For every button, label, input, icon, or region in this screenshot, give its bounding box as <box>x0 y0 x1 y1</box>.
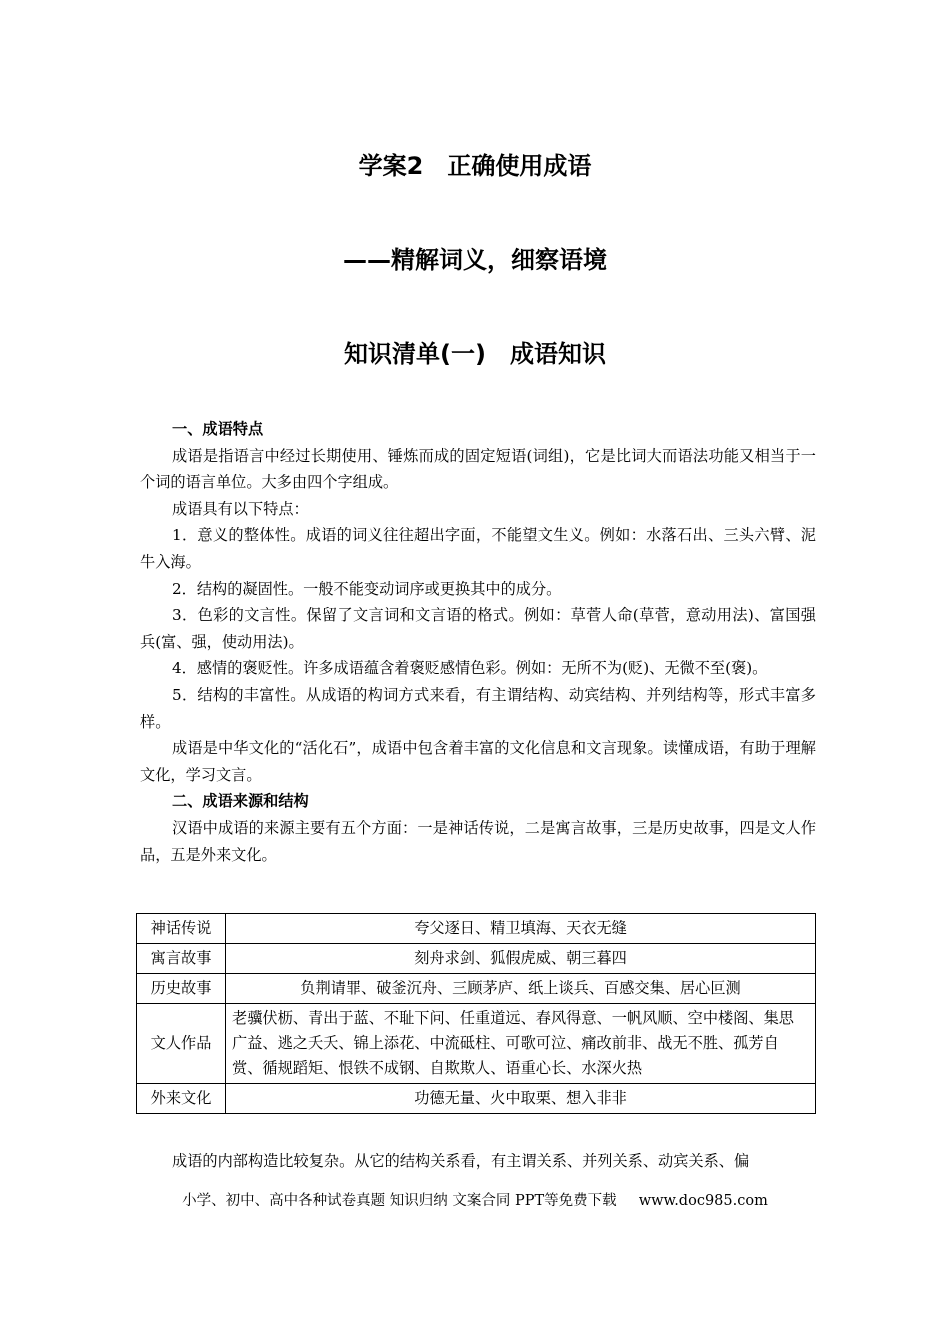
table-row <box>137 1004 816 1084</box>
section2-heading: 二、成语来源和结构 <box>172 792 309 811</box>
paragraph: 5．结构的丰富性。从成语的构词方式来看，有主谓结构、动宾结构、并列结构等，形式丰富多样。 <box>140 685 816 731</box>
source-cell: 神话传说 <box>137 914 226 944</box>
source-cell: 外来文化 <box>137 1084 226 1114</box>
paragraph: 4．感情的褒贬性。许多成语蕴含着褒贬感情色彩。例如：无所不为(贬)、无微不至(褒)。 <box>172 659 768 678</box>
table-row <box>137 1084 816 1114</box>
paragraph: 3．色彩的文言性。保留了文言词和文言语的格式。例如：草菅人命(草菅，意动用法)、富国强兵(富、强，使动用法)。 <box>140 606 816 651</box>
source-cell: 历史故事 <box>137 974 226 1004</box>
source-cell: 寓言故事 <box>137 944 226 974</box>
paragraph: 1．意义的整体性。成语的词义往往超出字面，不能望文生义。例如：水落石出、三头六臂、泥牛入海。 <box>140 526 816 571</box>
table-row <box>137 914 816 944</box>
table-row <box>137 974 816 1004</box>
paragraph: 2．结构的凝固性。一般不能变动词序或更换其中的成分。 <box>172 579 562 598</box>
table-row <box>137 944 816 974</box>
paragraph: 成语是指语言中经过长期使用、锤炼而成的固定短语(词组)，它是比词大而语法功能又相当于一个词的语言单位。大多由四个字组成。 <box>140 446 816 492</box>
paragraph: 成语具有以下特点： <box>172 499 309 518</box>
examples-cell: 夸父逐日、精卫填海、天衣无缝 <box>226 914 816 944</box>
footer-text: 小学、初中、高中各种试卷真题 知识归纳 文案合同 PPT等免费下载 <box>182 1193 617 1209</box>
source-cell: 文人作品 <box>137 1004 226 1084</box>
examples-cell: 负荆请罪、破釜沉舟、三顾茅庐、纸上谈兵、百感交集、居心叵测 <box>226 974 816 1004</box>
page-title: 学案2 正确使用成语 <box>358 152 592 180</box>
paragraph-after-table: 成语的内部构造比较复杂。从它的结构关系看，有主谓关系、并列关系、动宾关系、偏 <box>172 1152 750 1170</box>
page-subtitle: ——精解词义，细察语境 <box>343 246 607 274</box>
section-title: 知识清单(一) 成语知识 <box>344 340 606 368</box>
main-content <box>140 416 816 868</box>
idiom-source-table <box>136 913 816 1114</box>
examples-cell: 功德无量、火中取栗、想入非非 <box>226 1084 816 1114</box>
examples-cell: 刻舟求剑、狐假虎威、朝三暮四 <box>226 944 816 974</box>
paragraph: 汉语中成语的来源主要有五个方面：一是神话传说，二是寓言故事，三是历史故事，四是文人作品，五是外来文化。 <box>140 818 816 864</box>
paragraph: 成语是中华文化的“活化石”，成语中包含着丰富的文化信息和文言现象。读懂成语，有助于理解文化，学习文言。 <box>140 739 816 784</box>
section1-heading: 一、成语特点 <box>172 420 264 438</box>
footer-url: www.doc985.com <box>638 1193 768 1209</box>
examples-cell: 老骥伏枥、青出于蓝、不耻下问、任重道远、春风得意、一帆风顺、空中楼阁、集思广益、逃之夭夭、锦上添花、中流砥柱、可歌可泣、痛改前非、战无不胜、孤芳自赏、循规蹈矩、恨铁不成钢、自欺欺人、语重心长、水深火热 <box>226 1004 816 1084</box>
page-footer <box>0 1190 950 1212</box>
